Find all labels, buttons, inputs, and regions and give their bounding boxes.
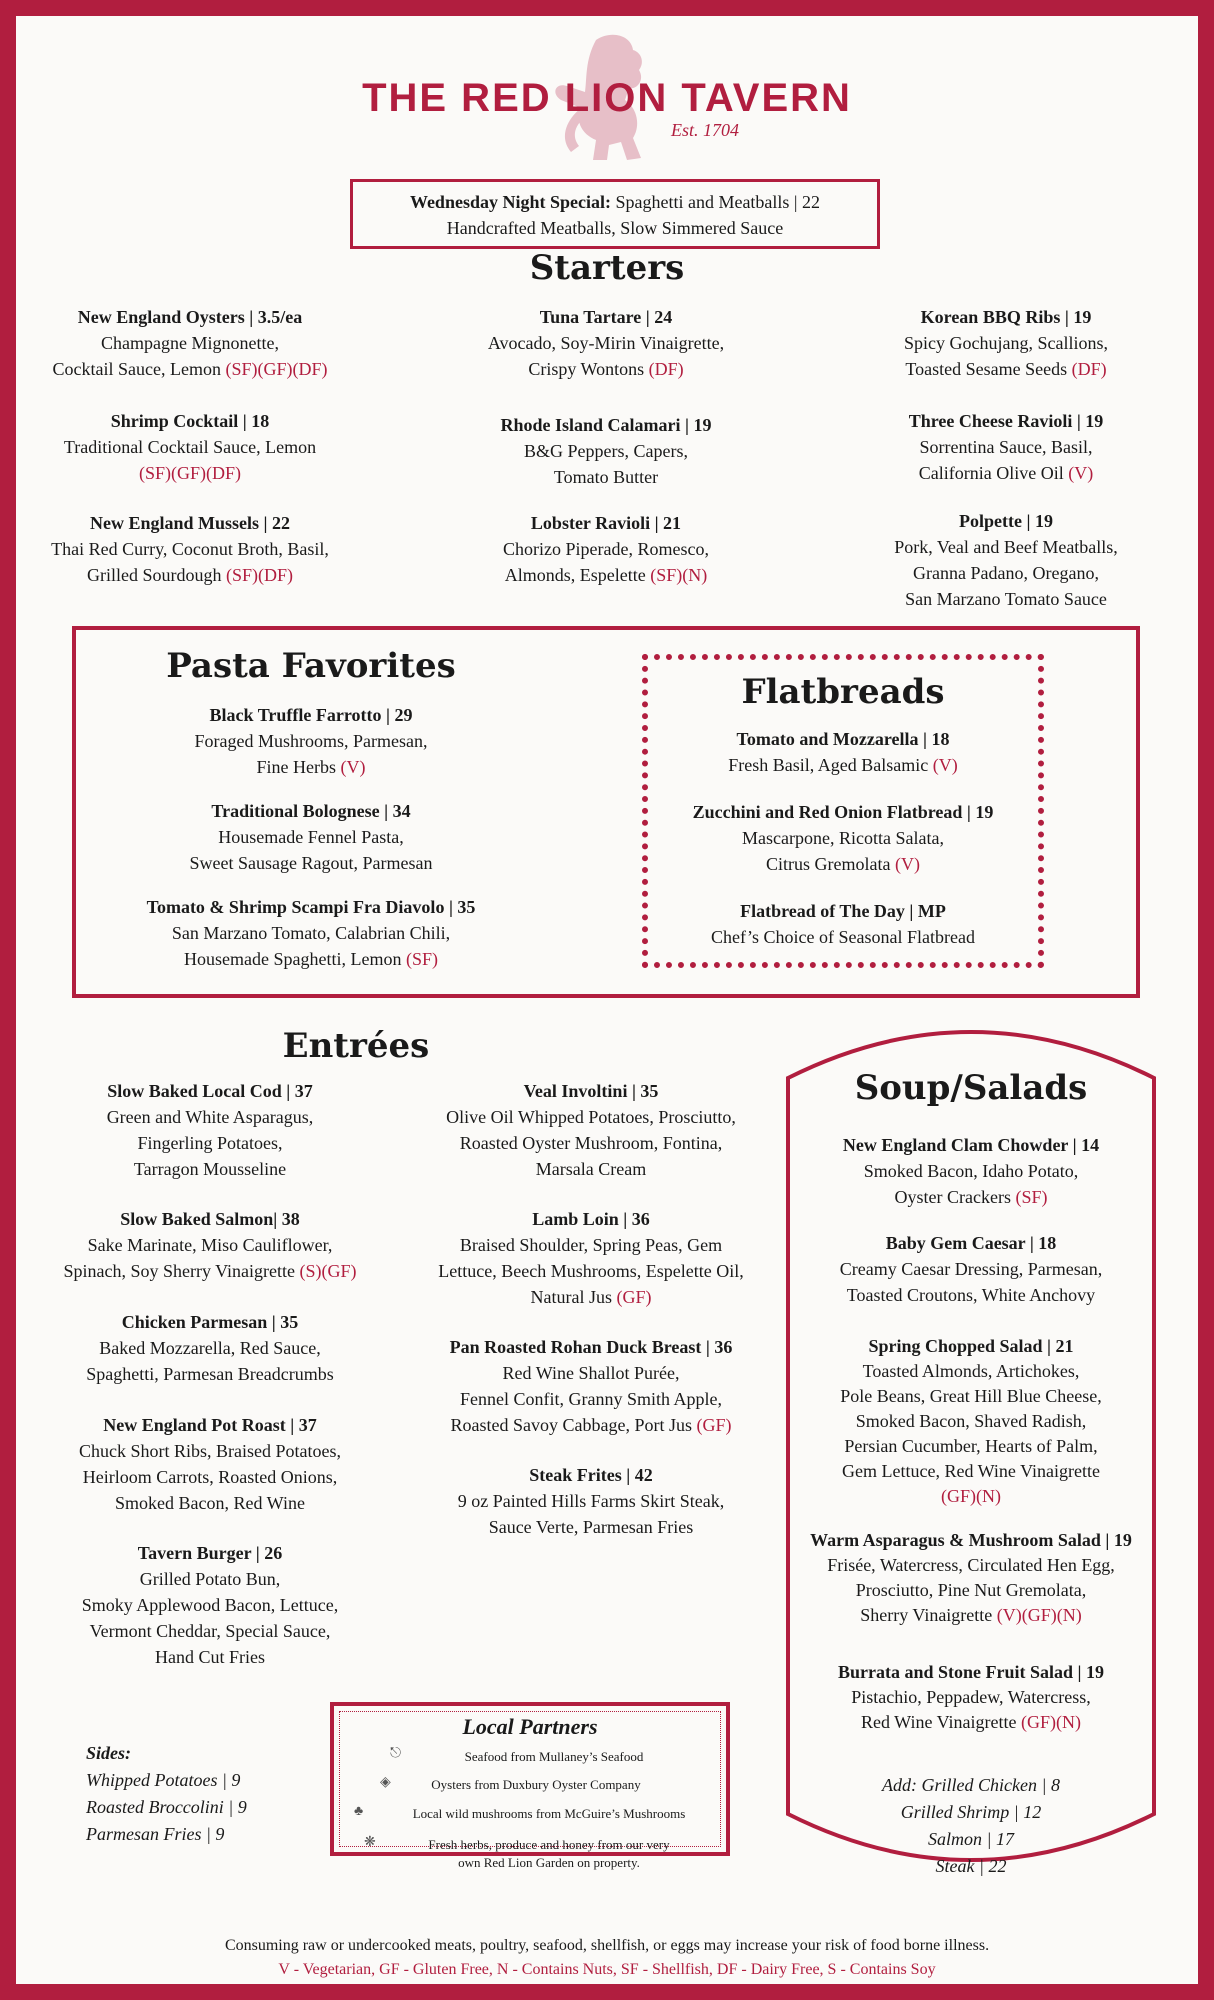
menu-item: Burrata and Stone Fruit Salad | 19 Pistachio, Peppadew, Watercress, Red Wine Vinaigrette (GF)(N) — [838, 1662, 1104, 1732]
salad-add-ons: Add: Grilled Chicken | 8 Grilled Shrimp | 12 Salmon | 17 Steak | 22 — [882, 1775, 1060, 1876]
menu-item: Slow Baked Local Cod | 37 Green and White Asparagus, Fingerling Potatoes, Tarragon Mousseline — [106, 1081, 314, 1179]
flatbreads-heading: Flatbreads — [741, 672, 945, 712]
menu-item: Flatbread of The Day | MP Chef’s Choice of Seasonal Flatbread — [711, 901, 975, 947]
side-item: Parmesan Fries | 9 — [86, 1824, 225, 1844]
special-dish: Spaghetti and Meatballs | 22 — [610, 192, 821, 212]
side-item: Whipped Potatoes | 9 — [86, 1770, 241, 1790]
menu-item: Black Truffle Farrotto | 29 Foraged Mushrooms, Parmesan, Fine Herbs (V) — [194, 705, 428, 777]
menu-item: Shrimp Cocktail | 18 Traditional Cocktail Sauce, Lemon (SF)(GF)(DF) — [63, 411, 317, 483]
menu-item: Korean BBQ Ribs | 19 Spicy Gochujang, Scallions, Toasted Sesame Seeds (DF) — [904, 307, 1108, 379]
menu-item: New England Pot Roast | 37 Chuck Short Ribs, Braised Potatoes, Heirloom Carrots, Roasted Onions, Smoked Bacon, Red Wine — [79, 1415, 341, 1513]
menu-item: Slow Baked Salmon| 38 Sake Marinate, Miso Cauliflower, Spinach, Soy Sherry Vinaigrette (S)(GF) — [63, 1209, 357, 1281]
partner-line: Fresh herbs, produce and honey from our very — [428, 1837, 670, 1852]
established-text: Est. 1704 — [671, 120, 740, 140]
partner-line: Oysters from Duxbury Oyster Company — [431, 1777, 641, 1792]
menu-item: Tomato & Shrimp Scampi Fra Diavolo | 35 San Marzano Tomato, Calabrian Chili, Housemade Spaghetti, Lemon (SF) — [146, 897, 476, 969]
menu-item: Spring Chopped Salad | 21 Toasted Almonds, Artichokes, Pole Beans, Great Hill Blue Cheese, Smoked Bacon, Shaved Radish, Persian Cucumber, Hearts of Palm, Gem Lettuce, Red Wine Vinaigrette (GF)(N) — [840, 1336, 1102, 1506]
menu-item: Traditional Bolognese | 34 Housemade Fennel Pasta, Sweet Sausage Ragout, Parmesan — [189, 801, 433, 873]
partner-line: Local wild mushrooms from McGuire’s Mushrooms — [412, 1806, 686, 1821]
sides-heading: Sides: — [86, 1743, 131, 1763]
footer — [16, 1934, 1198, 1982]
partners-heading: Local Partners — [462, 1714, 598, 1739]
bee-icon: ❋ — [364, 1835, 376, 1850]
pasta-heading: Pasta Favorites — [166, 646, 456, 686]
menu-item: Steak Frites | 42 9 oz Painted Hills Farms Skirt Steak, Sauce Verte, Parmesan Fries — [457, 1465, 725, 1537]
menu-page — [16, 16, 1198, 1984]
sides-list — [86, 1740, 247, 1848]
menu-item: Tavern Burger | 26 Grilled Potato Bun, Smoky Applewood Bacon, Lettuce, Vermont Cheddar, Special Sauce, Hand Cut Fries — [81, 1543, 339, 1667]
restaurant-title: THE RED LION TAVERN — [362, 76, 852, 120]
menu-item: Chicken Parmesan | 35 Baked Mozzarella, Red Sauce, Spaghetti, Parmesan Breadcrumbs — [86, 1312, 334, 1384]
soup-salads-heading: Soup/Salads — [854, 1068, 1088, 1108]
menu-item: Polpette | 19 Pork, Veal and Beef Meatballs, Granna Padano, Oregano, San Marzano Tomato Sauce — [894, 511, 1118, 609]
fish-icon: ⎋ — [390, 1746, 402, 1761]
mushroom-icon: ♣ — [354, 1804, 364, 1819]
menu-item: New England Oysters | 3.5/ea Champagne Mignonette, Cocktail Sauce, Lemon (SF)(GF)(DF) — [52, 307, 328, 379]
special-label: Wednesday Night Special: — [409, 192, 611, 212]
starters-heading: Starters — [529, 248, 685, 288]
menu-item: Lobster Ravioli | 21 Chorizo Piperade, Romesco, Almonds, Espelette (SF)(N) — [503, 513, 709, 585]
menu-item: Tomato and Mozzarella | 18 Fresh Basil, Aged Balsamic (V) — [728, 729, 958, 775]
side-item: Roasted Broccolini | 9 — [86, 1797, 247, 1817]
partner-line: Seafood from Mullaney’s Seafood — [464, 1749, 644, 1764]
partner-line: own Red Lion Garden on property. — [458, 1855, 640, 1870]
menu-item: Veal Involtini | 35 Olive Oil Whipped Potatoes, Prosciutto, Roasted Oyster Mushroom, Fontina, Marsala Cream — [446, 1081, 736, 1179]
menu-item: Baby Gem Caesar | 18 Creamy Caesar Dressing, Parmesan, Toasted Croutons, White Anchovy — [839, 1233, 1103, 1305]
special-desc: Handcrafted Meatballs, Slow Simmered Sauce — [446, 218, 784, 238]
special-box — [350, 179, 880, 249]
menu-item: Tuna Tartare | 24 Avocado, Soy-Mirin Vinaigrette, Crispy Wontons (DF) — [487, 307, 725, 379]
menu-item: Warm Asparagus & Mushroom Salad | 19 Frisée, Watercress, Circulated Hen Egg, Prosciutto, Pine Nut Gremolata, Sherry Vinaigrette (V)(GF)(N) — [810, 1530, 1132, 1625]
local-partners-box — [330, 1702, 730, 1870]
menu-item: Lamb Loin | 36 Braised Shoulder, Spring Peas, Gem Lettuce, Beech Mushrooms, Espelette Oil, Natural Jus (GF) — [438, 1209, 744, 1307]
menu-item: Three Cheese Ravioli | 19 Sorrentina Sauce, Basil, California Olive Oil (V) — [908, 411, 1104, 483]
menu-item: Pan Roasted Rohan Duck Breast | 36 Red Wine Shallot Purée, Fennel Confit, Granny Smith Apple, Roasted Savoy Cabbage, Port Jus (GF) — [449, 1337, 733, 1435]
menu-item: Zucchini and Red Onion Flatbread | 19 Mascarpone, Ricotta Salata, Citrus Gremolata (V) — [692, 802, 994, 874]
entrees-heading: Entrées — [282, 1026, 430, 1066]
menu-item: New England Clam Chowder | 14 Smoked Bacon, Idaho Potato, Oyster Crackers (SF) — [842, 1135, 1100, 1207]
special-line — [353, 189, 877, 215]
food-safety-warning: Consuming raw or undercooked meats, poultry, seafood, shellfish, or eggs may increase your risk of food borne illness. — [224, 1937, 990, 1954]
dietary-legend: V - Vegetarian, GF - Gluten Free, N - Contains Nuts, SF - Shellfish, DF - Dairy Free, S - Contains Soy — [278, 1961, 936, 1978]
menu-item: New England Mussels | 22 Thai Red Curry, Coconut Broth, Basil, Grilled Sourdough (SF)(DF) — [51, 513, 329, 585]
menu-item: Rhode Island Calamari | 19 B&G Peppers, Capers, Tomato Butter — [500, 415, 712, 487]
oyster-icon: ◈ — [380, 1775, 391, 1790]
